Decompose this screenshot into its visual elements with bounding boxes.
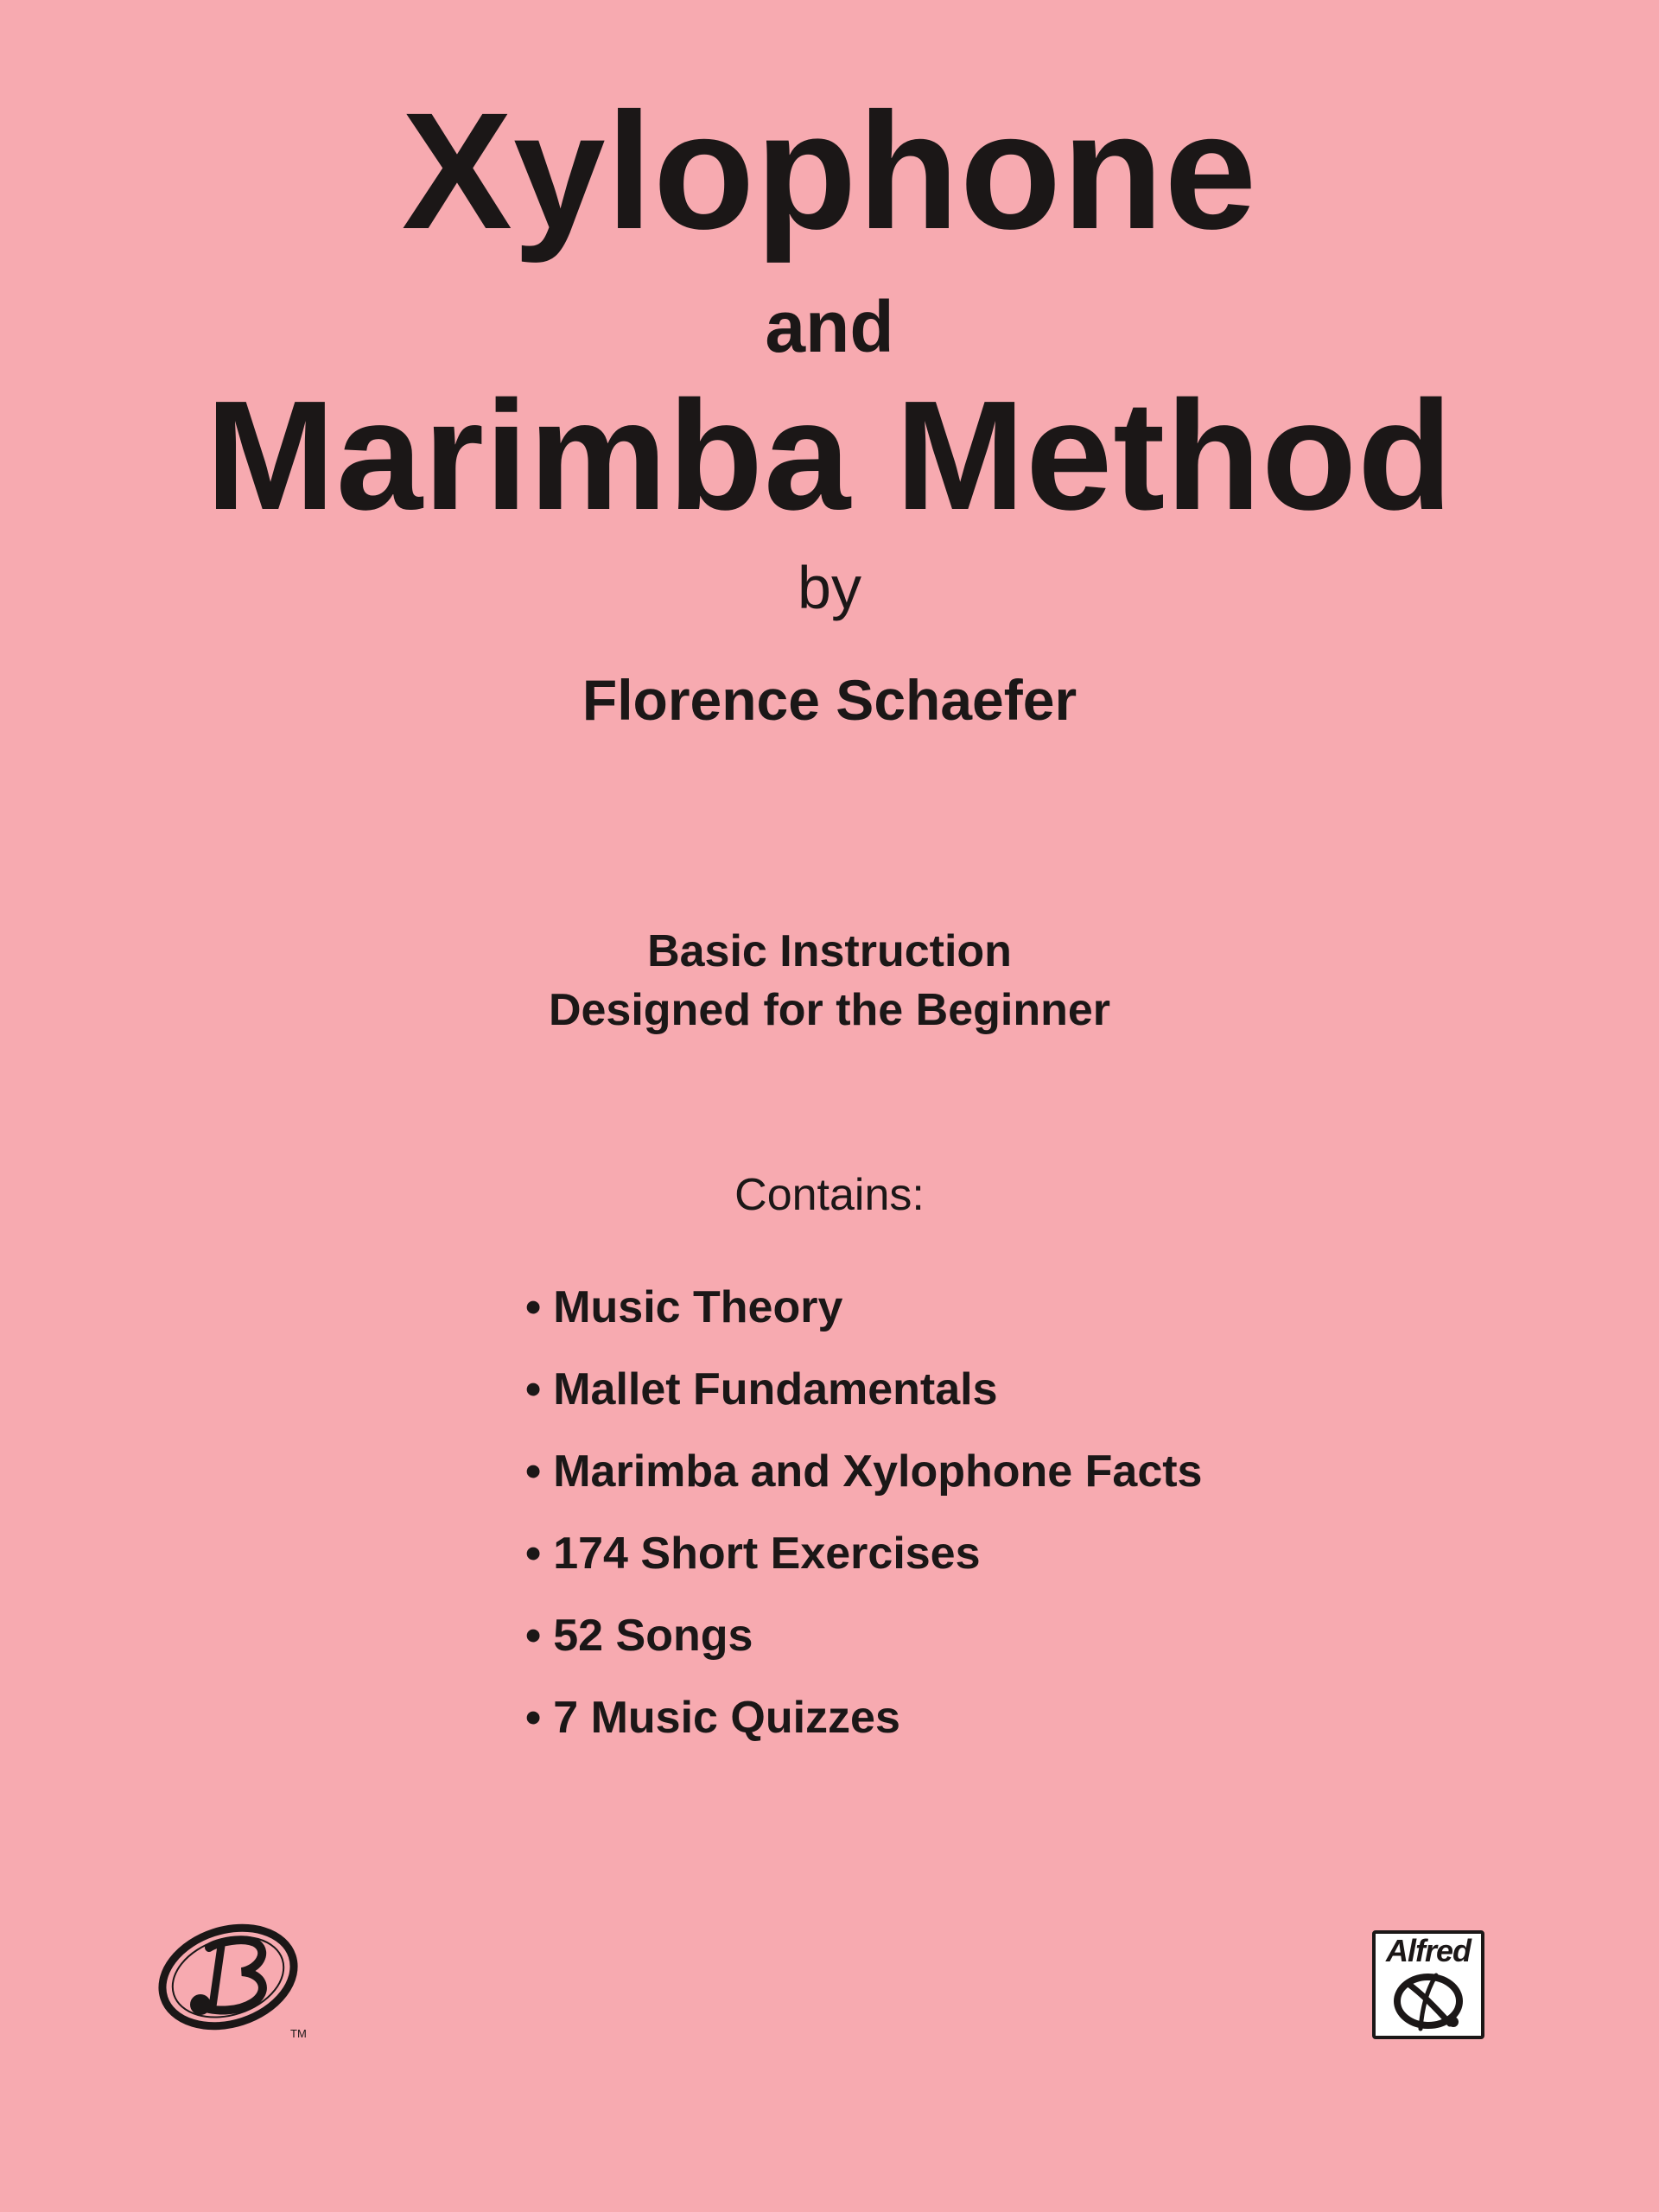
list-item	[525, 1677, 1202, 1759]
feature-label: 174 Short Exercises	[553, 1529, 981, 1579]
feature-label: Marimba and Xylophone Facts	[553, 1446, 1203, 1497]
bullet-icon: •	[525, 1364, 542, 1414]
features-list	[525, 1267, 1202, 1759]
by-label: by	[798, 554, 861, 621]
contains-label: Contains:	[734, 1170, 925, 1220]
bullet-icon: •	[525, 1446, 542, 1497]
list-item	[525, 1349, 1202, 1431]
belwin-b-logo-icon	[156, 1922, 311, 2043]
alfred-logo-word: Alfred	[1385, 1933, 1471, 1968]
title-line-3: Marimba Method	[205, 369, 1454, 543]
list-item	[525, 1431, 1202, 1513]
feature-label: Mallet Fundamentals	[553, 1364, 998, 1414]
subtitle-line-1: Basic Instruction	[647, 926, 1012, 976]
bullet-icon: •	[525, 1611, 542, 1661]
feature-label: 7 Music Quizzes	[553, 1693, 900, 1743]
feature-label: 52 Songs	[553, 1611, 753, 1661]
title-line-1: Xylophone	[401, 78, 1258, 264]
bullet-icon: •	[525, 1529, 542, 1579]
feature-label: Music Theory	[553, 1282, 843, 1332]
trademark-mark: TM	[290, 2027, 307, 2040]
title-line-2: and	[765, 286, 894, 367]
list-item	[525, 1513, 1202, 1595]
bullet-icon: •	[525, 1693, 542, 1743]
list-item	[525, 1595, 1202, 1677]
list-item	[525, 1267, 1202, 1349]
subtitle-line-2: Designed for the Beginner	[548, 985, 1111, 1035]
alfred-logo-icon	[1372, 1930, 1484, 2039]
author-name: Florence Schaefer	[582, 668, 1077, 732]
bullet-icon: •	[525, 1282, 542, 1332]
alfred-clef-icon	[1382, 1968, 1474, 2032]
belwin-b-logo-graphic	[156, 1922, 311, 2043]
